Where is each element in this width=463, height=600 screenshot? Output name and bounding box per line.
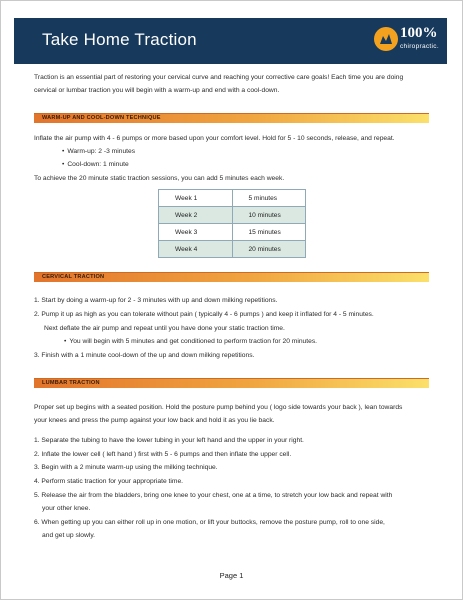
section-bar-warmup — [34, 113, 429, 123]
brand-logo — [372, 24, 444, 58]
section-bar-lumbar — [34, 378, 429, 388]
lumbar-step: 2. Inflate the lower cell ( left hand ) first with 5 - 6 pumps and then inflate the upper cell. — [34, 451, 292, 458]
lumbar-step-continued: your other knee. — [42, 505, 91, 512]
table-cell: 15 minutes — [232, 224, 306, 241]
logo-word: chiropractic. — [400, 43, 439, 50]
logo-emblem-icon — [374, 27, 398, 51]
lumbar-intro-line: your knees and press the pump against your low back and hold it as you lie back. — [34, 417, 275, 424]
bullet-text: • Cool-down: 1 minute — [62, 161, 129, 168]
cervical-step: 3. Finish with a 1 minute cool-down of the up and down milking repetitions. — [34, 352, 255, 359]
warmup-paragraph: Inflate the air pump with 4 - 6 pumps or more based upon your comfort level. Hold for 5 - 10 seconds, release, and repeat. — [34, 135, 395, 142]
table-cell: Week 2 — [159, 207, 233, 224]
table-cell: 20 minutes — [232, 241, 306, 258]
cervical-step-continued: Next deflate the air pump and repeat until you have done your static traction time. — [44, 325, 285, 332]
lumbar-step: 3. Begin with a 2 minute warm-up using the milking technique. — [34, 464, 218, 471]
weekly-schedule-table — [158, 189, 306, 258]
lumbar-step-continued: and get up slowly. — [42, 532, 96, 539]
bullet-text: • Warm-up: 2 -3 minutes — [62, 148, 135, 155]
lumbar-step: 6. When getting up you can either roll up in one motion, or lift your buttocks, remove the posture pump, roll to one side, — [34, 519, 385, 526]
section-heading-lumbar: LUMBAR TRACTION — [42, 380, 100, 386]
table-row — [159, 207, 306, 224]
logo-number: 100% — [400, 25, 438, 41]
header-banner — [14, 18, 447, 64]
page-title: Take Home Traction — [42, 30, 197, 49]
lumbar-intro-line: Proper set up begins with a seated position. Hold the posture pump behind you ( logo side towards your back ), lean towards — [34, 404, 403, 411]
table-row — [159, 224, 306, 241]
page-number: Page 1 — [219, 571, 244, 580]
warmup-after: To achieve the 20 minute static traction sessions, you can add 5 minutes each week. — [34, 175, 285, 182]
cervical-step: 2. Pump it up as high as you can tolerate without pain ( typically 4 - 6 pumps ) and keep it inflated for 4 - 5 minutes. — [34, 311, 374, 318]
warmup-bullet — [62, 147, 135, 156]
cooldown-bullet — [62, 160, 129, 169]
cervical-step: 1. Start by doing a warm-up for 2 - 3 minutes with up and down milking repetitions. — [34, 297, 278, 304]
lumbar-step: 4. Perform static traction for your appropriate time. — [34, 478, 184, 485]
table-cell: 5 minutes — [232, 190, 306, 207]
lumbar-step: 5. Release the air from the bladders, bring one knee to your chest, one at a time, to stretch your low back and repeat with — [34, 492, 393, 499]
lumbar-step: 1. Separate the tubing to have the lower tubing in your left hand and the upper in your right. — [34, 437, 304, 444]
intro-line-2: cervical or lumbar traction you will begin with a warm-up and end with a cool-down. — [34, 87, 280, 94]
section-bar-cervical — [34, 272, 429, 282]
table-cell: 10 minutes — [232, 207, 306, 224]
intro-line-1: Traction is an essential part of restoring your cervical curve and reaching your corrective care goals! Each time you are doing — [34, 74, 404, 81]
section-heading-cervical: CERVICAL TRACTION — [42, 274, 105, 280]
table-cell: Week 4 — [159, 241, 233, 258]
table-row — [159, 190, 306, 207]
table-row — [159, 241, 306, 258]
table-cell: Week 3 — [159, 224, 233, 241]
bullet-text: • You will begin with 5 minutes and get conditioned to perform traction for 20 minutes. — [64, 338, 317, 345]
section-heading-warmup: WARM-UP AND COOL-DOWN TECHNIQUE — [42, 115, 161, 121]
table-cell: Week 1 — [159, 190, 233, 207]
cervical-bullet — [64, 337, 317, 346]
